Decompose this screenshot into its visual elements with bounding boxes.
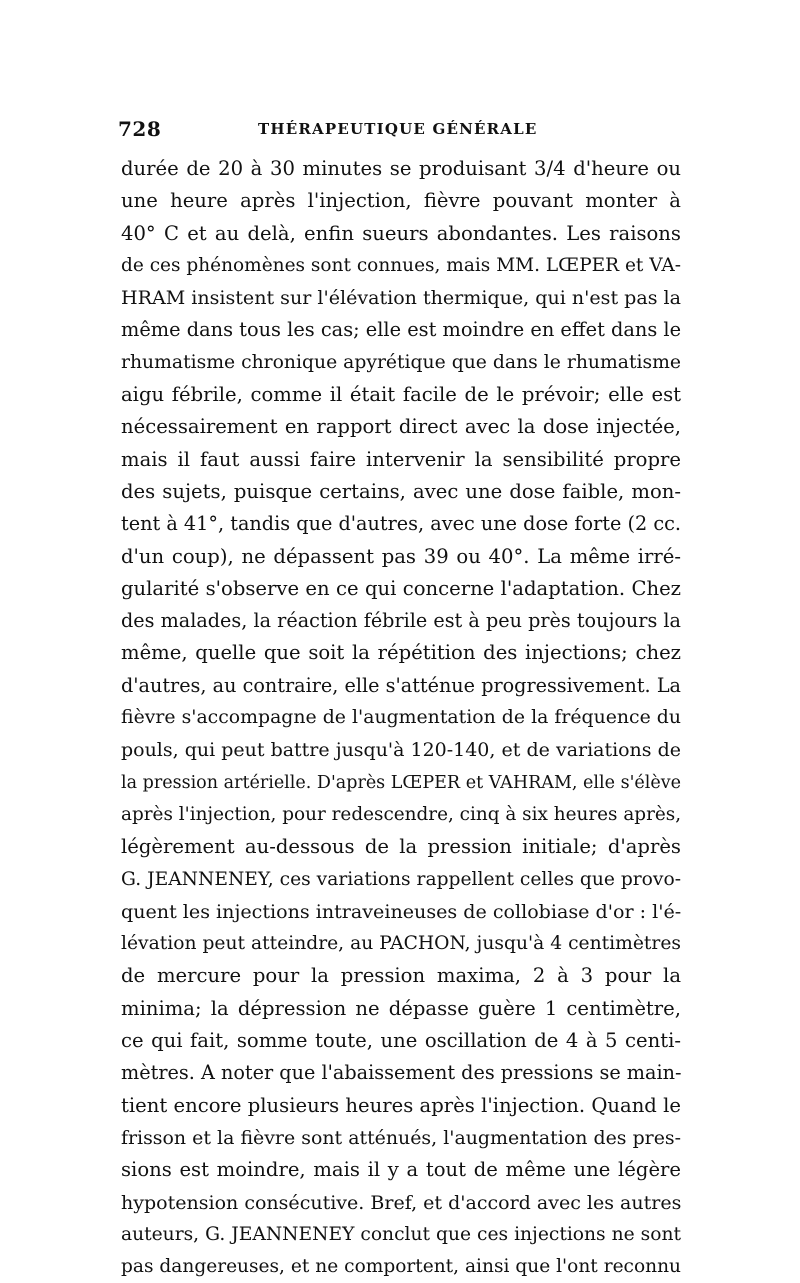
text-line: quent les injections intraveineuses de collobiase d'or : l'é- <box>121 900 682 923</box>
text-line: 40° C et au delà, enfin sueurs abondantes. Les raisons <box>121 221 681 245</box>
page-number: 728 <box>118 117 162 141</box>
text-line: sions est moindre, mais il y a tout de même une légère <box>121 1158 681 1182</box>
text-line: frisson et la fièvre sont atténués, l'augmentation des pres- <box>121 1126 681 1149</box>
text-line: de mercure pour la pression maxima, 2 à 3 pour la <box>121 964 681 988</box>
text-line: tent à 41°, tandis que d'autres, avec une dose forte (2 cc. <box>121 512 681 536</box>
text-line: tient encore plusieurs heures après l'injection. Quand le <box>121 1093 681 1117</box>
running-head: THÉRAPEUTIQUE GÉNÉRALE <box>258 120 538 138</box>
text-line: des sujets, puisque certains, avec une dose faible, mon- <box>121 479 681 503</box>
text-line: gularité s'observe en ce qui concerne l'adaptation. Chez <box>121 576 681 600</box>
text-line: durée de 20 à 30 minutes se produisant 3/4 d'heure ou <box>121 157 681 180</box>
text-line: des malades, la réaction fébrile est à peu près toujours la <box>121 609 681 633</box>
text-line: hypotension consécutive. Bref, et d'accord avec les autres <box>121 1191 682 1214</box>
text-line: auteurs, G. JEANNENEY conclut que ces injections ne sont <box>121 1223 681 1245</box>
text-line: après l'injection, pour redescendre, cinq à six heures après, <box>121 803 682 825</box>
text-line: rhumatisme chronique apyrétique que dans le rhumatisme <box>121 351 681 373</box>
text-line: lévation peut atteindre, au PACHON, jusqu'à 4 centimètres <box>121 933 681 955</box>
text-line: une heure après l'injection, fièvre pouvant monter à <box>121 189 681 213</box>
text-line: de ces phénomènes sont connues, mais MM. LŒPER et VA- <box>121 254 681 276</box>
text-line: HRAM insistent sur l'élévation thermique, qui n'est pas la <box>121 287 681 310</box>
text-line: d'un coup), ne dépassent pas 39 ou 40°. La même irré- <box>121 544 681 568</box>
text-line: d'autres, au contraire, elle s'atténue progressivement. La <box>121 673 681 697</box>
text-line: aigu fébrile, comme il était facile de le prévoir; elle est <box>121 383 681 407</box>
text-line: ce qui fait, somme toute, une oscillation de 4 à 5 centi- <box>121 1029 681 1053</box>
text-line: même dans tous les cas; elle est moindre en effet dans le <box>121 318 682 342</box>
text-line: pouls, qui peut battre jusqu'à 120-140, et de variations de <box>121 739 681 762</box>
text-line: G. JEANNENEY, ces variations rappellent celles que provo- <box>121 868 681 890</box>
text-line: légèrement au-dessous de la pression initiale; d'après <box>121 835 681 859</box>
text-line: pas dangereuses, et ne comportent, ainsi que l'ont reconnu <box>121 1256 681 1278</box>
text-line: minima; la dépression ne dépasse guère 1 centimètre, <box>121 996 681 1020</box>
text-line: même, quelle que soit la répétition des injections; chez <box>121 641 681 665</box>
text-line: fièvre s'accompagne de l'augmentation de la fréquence du <box>121 707 681 729</box>
text-line: mètres. A noter que l'abaissement des pressions se main- <box>121 1061 682 1085</box>
body-text <box>121 153 681 1283</box>
text-line: mais il faut aussi faire intervenir la sensibilité propre <box>121 447 681 471</box>
text-line: la pression artérielle. D'après LŒPER et VAHRAM, elle s'élève <box>121 772 681 793</box>
text-line: nécessairement en rapport direct avec la dose injectée, <box>121 415 681 439</box>
